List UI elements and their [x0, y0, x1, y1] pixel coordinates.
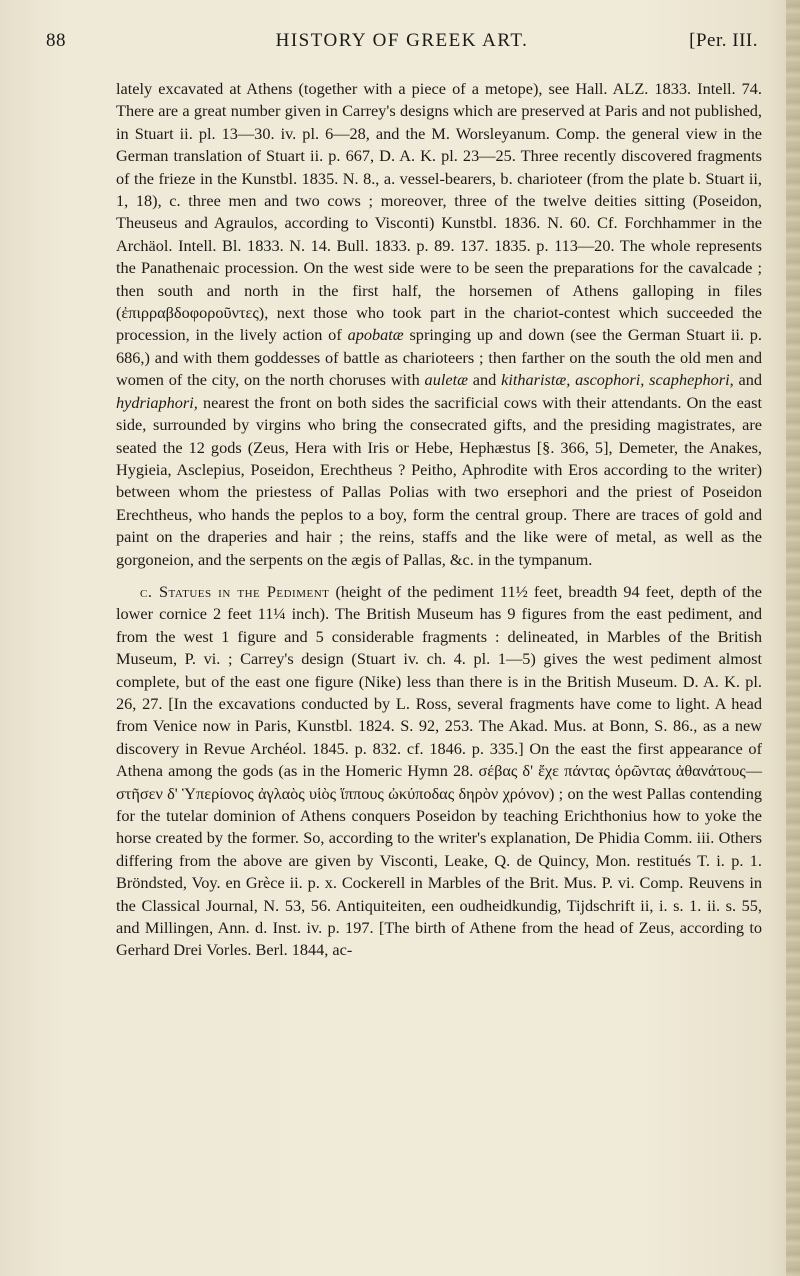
section-label: c. Statues in the Pediment — [140, 581, 330, 601]
greek-term: ἐπιρραβδοφοροῦντες — [121, 303, 259, 323]
page-number: 88 — [46, 30, 66, 51]
page-body — [116, 78, 762, 962]
running-title: HISTORY OF GREEK ART. — [275, 30, 529, 51]
running-header — [46, 30, 758, 60]
paragraph-pediment: c. Statues in the Pediment (height of the pediment 11½ feet, breadth 94 feet, depth of the lower cornice 2 feet 11¼ inch). The British Museum has 9 figures from the east pediment, and from the west 1 figure and 5 considerable fragments : delineated, in Marbles of the British Museum, P. vi. ; Carrey's design (Stuart iv. ch. 4. pl. 1—5) gives the west pediment almost complete, but of the east one figure (Nike) less than there is in the British Museum. D. A. K. pl. 26, 27. [In the excavations conducted by L. Ross, several fragments have come to light. A head from Venice now in Paris, Kunstbl. 1824. S. 92, 253. The Akad. Mus. at Bonn, S. 86., as a new discovery in Revue Archéol. 1845. p. 832. cf. 1846. p. 335.] On the east the first appearance of Athena among the gods (as in the Homeric Hymn 28. σέβας δ' ἔχε πάντας ὁρῶντας ἀθανάτους— στῆσεν δ' Ὑπερίονος ἀγλαὸς υἱὸς ἵππους ὠκύποδας δηρὸν χρόνον) ; on the west Pallas contending for the tutelar dominion of Athens conquers Poseidon by teaching Erichthonius how to yoke the horse created by the former. So, according to the writer's explanation, De Phidia Comm. iii. Others differing from the above are given by Visconti, Leake, Q. de Quincy, Mon. restitués T. i. p. 1. Bröndsted, Voy. en Grèce ii. p. x. Cockerell in Marbles of the Brit. Mus. P. vi. Comp. Reuvens in the Classical Journal, N. 53, 56. Antiquiteiten, een oudheidkundig, Tijdschrift ii, i. s. 1. ii. s. 55, and Millingen, Ann. d. Inst. iv. p. 197. [The birth of Athene from the head of Zeus, according to Gerhard Drei Vorles. Berl. 1844, ac- — [116, 581, 763, 960]
paragraph-frieze: lately excavated at Athens (together with a piece of a metope), see Hall. ALZ. 1833. Intell. 74. There are a great number given in Carrey's designs which are preserved at Paris and not published, in Stuart ii. pl. 13—30. iv. pl. 6—28, and the M. Worsleyanum. Comp. the general view in the German translation of Stuart ii. p. 667, D. A. K. pl. 23—25. Three recently discovered fragments of the frieze in the Kunstbl. 1835. N. 8., a. vessel-bearers, b. charioteer (from the plate b. Stuart ii, 1, 18), c. three men and two cows ; moreover, three of the twelve deities sitting (Poseidon, Theuseus and Agraulos, according to Visconti) Kunstbl. 1836. N. 60. Cf. Forchhammer in the Archäol. Intell. Bl. 1833. N. 14. Bull. 1833. p. 89. 137. 1835. p. 113—20. The whole represents the Panathenaic procession. On the west side were to be seen the preparations for the cavalcade ; then south and north in the first half, the horsemen of Athens galloping in files (ἐπιρραβδοφοροῦντες), next those who took part in the chariot-contest which succeeded the procession, in the lively action of apobatæ springing up and down (see the German Stuart ii. p. 686,) and with them goddesses of battle as charioteers ; then farther on the south the old men and women of the city, on the north choruses with auletæ and kitharistæ, ascophori, scaphephori, and hydriaphori, nearest the front on both sides the sacrificial cows with their attendants. On the east side, surrounded by virgins who bring the consecrated gifts, and the presiding magistrates, are seated the 12 gods (Zeus, Hera with Iris or Hebe, Hephæstus [§. 366, 5], Demeter, the Anakes, Hygieia, Asclepius, Poseidon, Erechtheus ? Peitho, Aphrodite with Eros according to the writer) between whom the priestess of Pallas Polias with two ersephori and the priest of Poseidon Erechtheus, who hands the peplos to a boy, form the central group. There are traces of gold and paint on the draperies and hair ; the reins, staffs and the like were of metal, as well as the gorgoneion, and the serpents on the ægis of Pallas, &c. in the tympanum. — [116, 79, 763, 569]
period-label: [Per. III. — [689, 30, 758, 51]
greek-quotation: σέβας δ' ἔχε πάντας ὁρῶντας ἀθανάτους— στῆσεν δ' Ὑπερίονος ἀγλαὸς υἱὸς ἵππους ὠκύποδας δηρὸν χρόνον — [116, 761, 763, 803]
page-edge — [786, 0, 800, 1276]
